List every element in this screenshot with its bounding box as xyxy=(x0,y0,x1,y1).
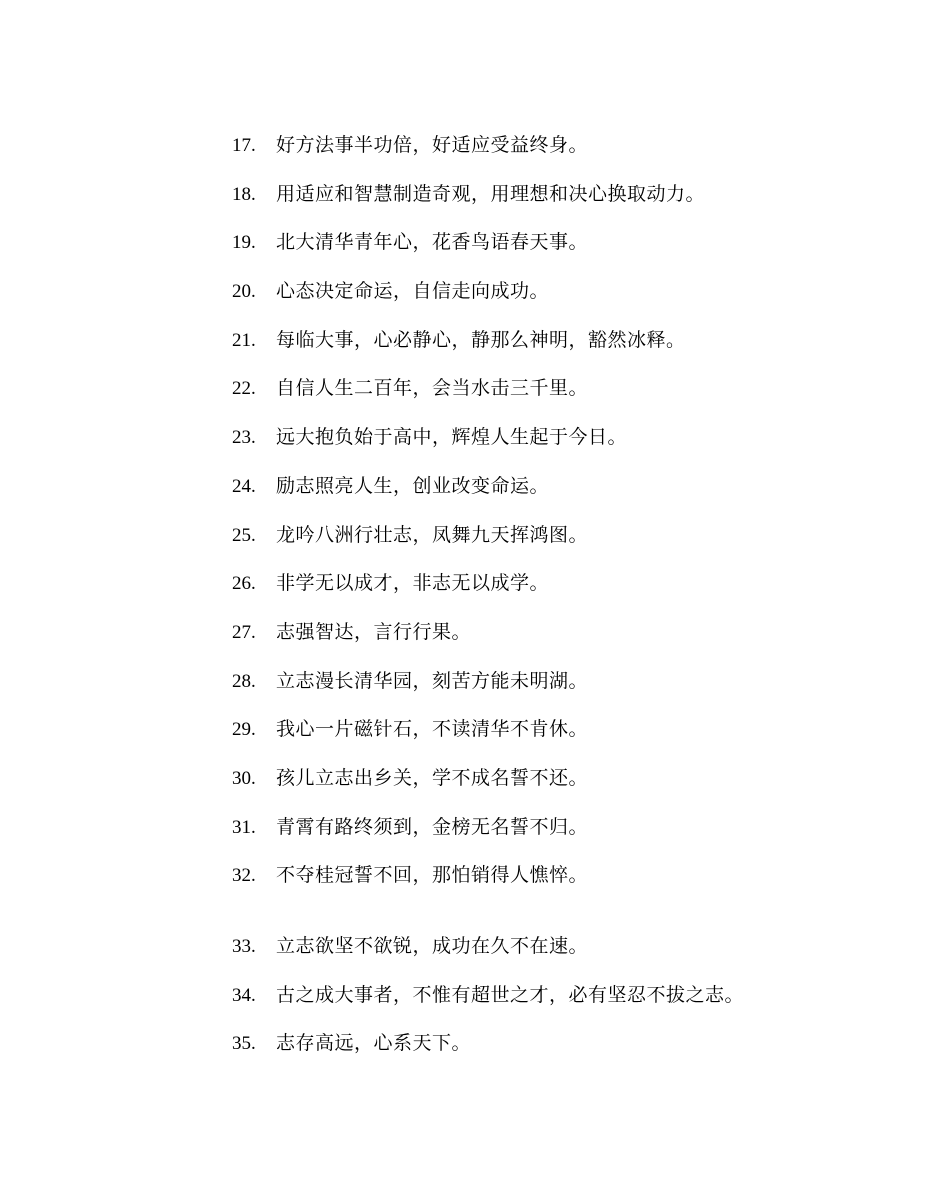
item-number: 30. xyxy=(232,767,256,789)
list-item xyxy=(232,471,744,520)
item-text: 孩儿立志出乡关，学不成名誓不还。 xyxy=(276,766,589,789)
list-item xyxy=(232,666,744,715)
list-item xyxy=(232,931,744,980)
item-text: 北大清华青年心，花香鸟语春天事。 xyxy=(276,231,589,254)
item-number: 25. xyxy=(232,524,256,546)
item-text: 立志欲坚不欲锐，成功在久不在速。 xyxy=(276,935,589,957)
item-number: 18. xyxy=(232,183,256,205)
item-text: 青霄有路终须到，金榜无名誓不归。 xyxy=(276,815,589,838)
item-text: 心态决定命运，自信走向成功。 xyxy=(276,280,550,303)
item-text: 好方法事半功倍，好适应受益终身。 xyxy=(276,134,589,156)
item-number: 24. xyxy=(232,475,256,497)
item-text: 志存高远，心系天下。 xyxy=(276,1032,472,1055)
item-number: 20. xyxy=(232,281,256,303)
item-number: 19. xyxy=(232,232,256,254)
item-number: 34. xyxy=(232,984,256,1006)
list-item xyxy=(232,568,744,617)
list-item xyxy=(232,1028,744,1077)
item-text: 用适应和智慧制造奇观，用理想和决心换取动力。 xyxy=(276,182,706,205)
list-item xyxy=(232,617,744,666)
list-item xyxy=(232,714,744,763)
item-text: 每临大事，心必静心，静那么神明，豁然冰释。 xyxy=(276,328,686,351)
item-text: 我心一片磁针石，不读清华不肯休。 xyxy=(276,718,589,741)
item-number: 33. xyxy=(232,936,256,957)
list-item xyxy=(232,179,744,228)
list-item xyxy=(232,373,744,422)
item-number: 35. xyxy=(232,1033,256,1055)
item-text: 古之成大事者，不惟有超世之才，必有坚忍不拔之志。 xyxy=(276,983,745,1006)
item-number: 28. xyxy=(232,670,256,692)
list-item xyxy=(232,130,744,179)
item-text: 非学无以成才，非志无以成学。 xyxy=(276,572,550,595)
motto-list xyxy=(232,130,744,1077)
item-number: 21. xyxy=(232,329,256,351)
item-number: 27. xyxy=(232,621,256,643)
item-text: 不夺桂冠誓不回，那怕销得人憔悴。 xyxy=(276,864,589,887)
list-item xyxy=(232,860,744,909)
item-text: 励志照亮人生，创业改变命运。 xyxy=(276,474,550,497)
item-text: 自信人生二百年，会当水击三千里。 xyxy=(276,377,589,400)
item-text: 远大抱负始于高中，辉煌人生起于今日。 xyxy=(276,426,628,449)
item-number: 22. xyxy=(232,378,256,400)
item-text: 立志漫长清华园，刻苦方能未明湖。 xyxy=(276,669,589,692)
item-number: 29. xyxy=(232,719,256,741)
item-number: 17. xyxy=(232,135,256,156)
item-number: 31. xyxy=(232,816,256,838)
list-item xyxy=(232,227,744,276)
list-item xyxy=(232,980,744,1029)
item-number: 26. xyxy=(232,573,256,595)
item-number: 23. xyxy=(232,427,256,449)
list-item xyxy=(232,763,744,812)
list-item xyxy=(232,276,744,325)
list-item xyxy=(232,520,744,569)
item-number: 32. xyxy=(232,865,256,887)
list-item xyxy=(232,422,744,471)
item-text: 龙吟八洲行壮志，凤舞九天挥鸿图。 xyxy=(276,523,589,546)
list-item xyxy=(232,325,744,374)
item-text: 志强智达，言行行果。 xyxy=(276,620,472,643)
list-item xyxy=(232,812,744,861)
